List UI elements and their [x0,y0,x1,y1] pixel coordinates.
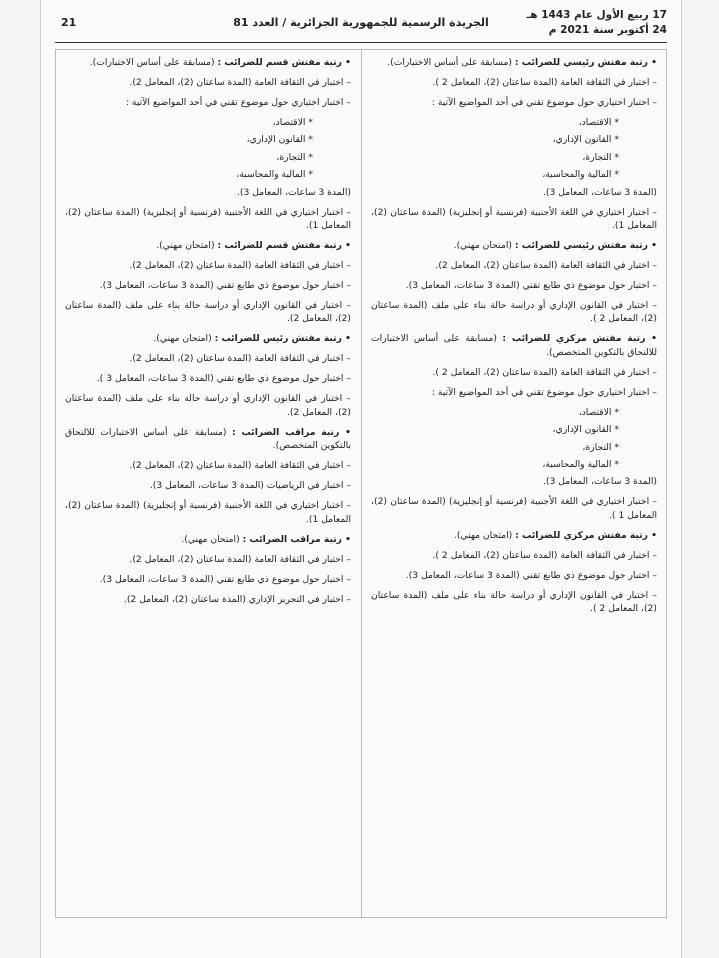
grade-exam-type: (امتحان مهني). [453,529,516,541]
grade-exam-type: (مسابقة على أساس الاختبارات). [89,57,218,68]
grade-heading [65,332,351,345]
grade-exam-type: (مسابقة على أساس الاختبارات للالتحاق بالتكوين المتخصص). [65,426,351,452]
topic-bullet: * المالية والمحاسبة، [542,169,619,181]
topic-bullet: * المالية والمحاسبة، [542,459,619,471]
grade-title: • رتبة مفتش قسم للضرائب : [217,57,351,68]
exam-item: – اختبار في الثقافة العامة (المدة ساعتان (2)، المعامل 2 ). [432,77,657,88]
exam-item: – اختبار في القانون الإداري أو دراسة حالة بناء على ملف (المدة ساعتان (2)، المعامل 2 ). [371,300,657,325]
exam-item: – اختبار اختياري في اللغة الأجنبية (فرنسية أو إنجليزية) (المدة ساعتان (2)، المعامل 1). [65,206,351,232]
grade-heading [371,529,657,542]
grade-title: • رتبة مفتش رئيسي للضرائب : [514,57,657,68]
topic-bullet: * الاقتصاد، [272,117,313,128]
topic-bullet: * التجارة، [582,151,619,163]
right-column [371,56,657,622]
grade-heading [371,239,657,252]
exam-item: – اختبار في الثقافة العامة (المدة ساعتان (2)، المعامل 2). [129,260,351,272]
grade-exam-type: (مسابقة على أساس الاختبارات للالتحاق بالتكوين المتخصص). [371,333,657,358]
gazette-title: الجريدة الرسمية للجمهورية الجزائرية / العدد 81 [233,16,489,29]
exam-item: – اختبار في التحرير الإداري (المدة ساعتان (2)، المعامل 2). [123,593,351,605]
grade-heading [65,56,351,69]
content-frame [55,49,667,918]
exam-item: – اختبار في القانون الإداري أو دراسة حالة بناء على ملف (المدة ساعتان (2)، المعامل 2). [65,393,351,418]
topic-bullet: * القانون الإداري، [246,134,313,146]
grade-exam-type: (مسابقة على أساس الاختبارات). [387,57,515,68]
exam-item: – اختبار حول موضوع ذي طابع تقني (المدة 3 ساعات، المعامل 3). [405,569,657,581]
grade-title: • رتبة مفتش قسم للضرائب : [217,240,351,252]
grade-heading [371,56,657,69]
topic-bullet: * التجارة، [276,151,313,163]
grade-title: • رتبة مراقب الضرائب : [232,426,351,438]
exam-item: – اختبار في الثقافة العامة (المدة ساعتان (2)، المعامل 2). [129,460,351,472]
exam-item: – اختبار اختياري في اللغة الأجنبية (فرنسية أو إنجليزية) (المدة ساعتان (2)، المعامل 1 ). [371,496,657,521]
exam-item: – اختبار حول موضوع ذي طابع تقني (المدة 3 ساعات، المعامل 3). [405,280,657,292]
grade-exam-type: (امتحان مهني). [153,333,215,345]
exam-item: – اختبار في الثقافة العامة (المدة ساعتان (2)، المعامل 2). [129,77,351,88]
grade-heading [371,332,657,359]
grade-title: • رتبة مراقب الضرائب : [242,533,351,545]
grade-title: • رتبة مفتش رئيس للضرائب : [214,333,351,345]
exam-item: – اختبار اختياري حول موضوع تقني في أحد المواضيع الآتية : [125,97,351,108]
exam-item: – اختبار في الرياضيات (المدة 3 ساعات، المعامل 3). [149,480,351,492]
topic-bullet: * الاقتصاد، [578,117,619,128]
topic-bullet: * المالية والمحاسبة، [236,169,313,181]
grade-heading [65,239,351,252]
exam-item: (المدة 3 ساعات، المعامل 3). [543,476,657,488]
exam-item: – اختبار في القانون الإداري أو دراسة حالة بناء على ملف (المدة ساعتان (2)، المعامل 2 ). [371,589,657,615]
grade-title: • رتبة مفتش رئيسي للضرائب : [514,240,657,252]
exam-item: – اختبار في القانون الإداري أو دراسة حالة بناء على ملف (المدة ساعتان (2)، المعامل 2). [65,300,351,325]
grade-heading [65,533,351,546]
exam-item: – اختبار في الثقافة العامة (المدة ساعتان (2)، المعامل 2). [129,353,351,365]
exam-item: – اختبار في الثقافة العامة (المدة ساعتان (2)، المعامل 2 ). [432,549,657,561]
exam-item: – اختبار في الثقافة العامة (المدة ساعتان (2)، المعامل 2 ). [432,366,657,378]
grade-exam-type: (امتحان مهني). [156,240,218,252]
exam-item: – اختبار اختياري في اللغة الأجنبية (فرنسية أو إنجليزية) (المدة ساعتان (2)، المعامل 1). [371,206,657,232]
gazette-page [40,0,682,958]
page-header [55,8,667,43]
grade-exam-type: (امتحان مهني). [453,240,515,252]
exam-item: – اختبار في الثقافة العامة (المدة ساعتان (2)، المعامل 2). [435,260,657,272]
exam-item: – اختبار حول موضوع ذي طابع تقني (المدة 3 ساعات، المعامل 3). [99,280,351,292]
topic-bullet: * التجارة، [582,441,619,453]
grade-exam-type: (امتحان مهني). [181,533,243,545]
topic-bullet: * القانون الإداري، [552,424,619,436]
date-gregorian: 24 أكتوبر سنة 2021 م [548,24,667,36]
column-divider [361,50,362,917]
date-hijri: 17 ربيع الأول عام 1443 هـ [526,9,667,21]
exam-item: (المدة 3 ساعات، المعامل 3). [543,186,657,198]
exam-item: – اختبار في الثقافة العامة (المدة ساعتان (2)، المعامل 2). [129,553,351,565]
topic-bullet: * القانون الإداري، [552,134,619,146]
left-column [65,56,351,613]
exam-item: (المدة 3 ساعات، المعامل 3). [237,186,351,198]
exam-item: – اختبار اختياري حول موضوع تقني في أحد المواضيع الآتية : [431,97,657,108]
exam-item: – اختبار اختياري في اللغة الأجنبية (فرنسية أو إنجليزية) (المدة ساعتان (2)، المعامل 1). [65,500,351,525]
exam-item: – اختبار حول موضوع ذي طابع تقني (المدة 3 ساعات، المعامل 3 ). [96,373,351,385]
page-number: 21 [61,16,77,29]
grade-title: • رتبة مفتش مركزي للضرائب : [515,529,657,541]
exam-item: – اختبار اختياري حول موضوع تقني في أحد المواضيع الآتية : [431,386,657,398]
exam-item: – اختبار حول موضوع ذي طابع تقني (المدة 3 ساعات، المعامل 3). [99,573,351,585]
grade-title: • رتبة مفتش مركزي للضرائب : [502,333,657,345]
topic-bullet: * الاقتصاد، [578,406,619,418]
grade-heading [65,426,351,453]
